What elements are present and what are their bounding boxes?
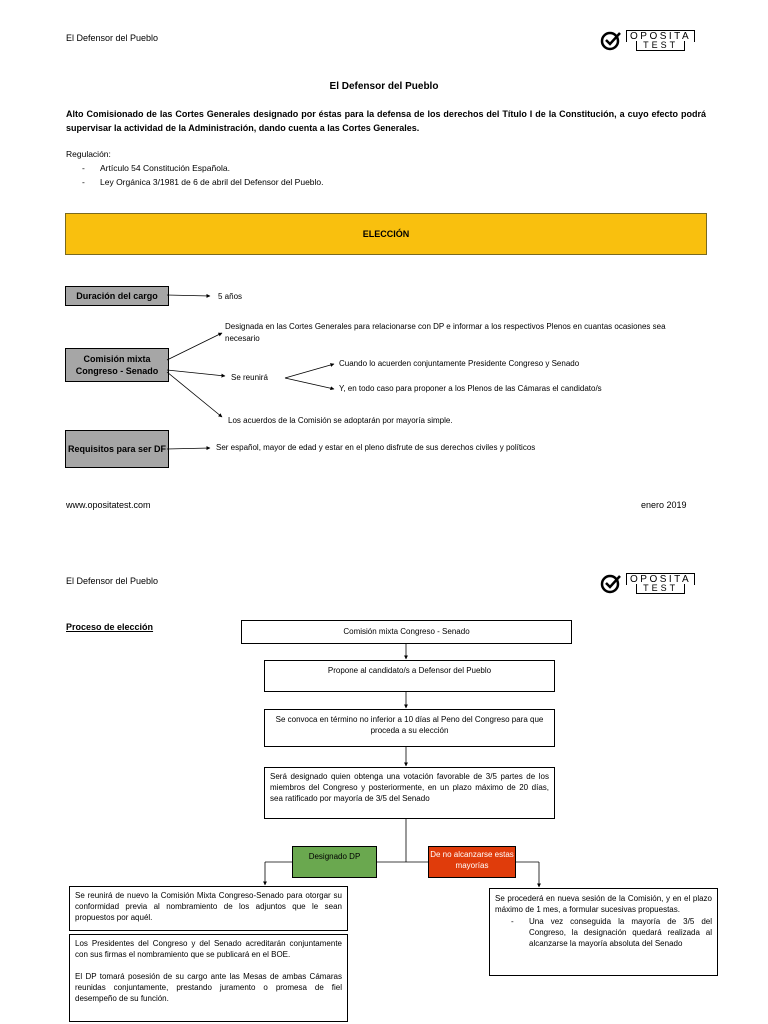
regulation-label: Regulación: <box>66 149 111 159</box>
flow-step-2: Propone al candidato/s a Defensor del Pueblo <box>264 660 555 692</box>
requirements-value: Ser español, mayor de edad y estar en el pleno disfrute de sus derechos civiles y políticos <box>216 443 536 452</box>
page1-header-title: El Defensor del Pueblo <box>66 33 159 43</box>
intro-paragraph: Alto Comisionado de las Cortes Generales designado por éstas para la defensa de los derechos del Título I de la Constitución, a cuyo efecto podrá supervisar la actividad de la Administración, dando cuenta a las Cortes Generales. <box>66 109 706 133</box>
flow-step-1: Comisión mixta Congreso - Senado <box>241 620 572 644</box>
arrow-requirements <box>167 448 210 449</box>
arrow-duration <box>167 295 210 296</box>
logo-line1: OPOSITA <box>626 573 695 585</box>
arrow-meets-when <box>285 364 334 378</box>
logo-line1: OPOSITA <box>626 30 695 42</box>
arrow-meets <box>167 370 225 376</box>
nombramiento-text: Los Presidentes del Congreso y del Senado acreditarán conjuntamente con sus firmas el nombramiento que se publicará en el BOE. <box>75 939 342 959</box>
duration-label-box: Duración del cargo <box>65 286 169 306</box>
not-reached-box: De no alcanzarse estas mayorías <box>428 846 516 878</box>
page2-header-title: El Defensor del Pueblo <box>66 576 159 586</box>
arrow-meets-propose <box>285 378 334 389</box>
commission-meets-when: Cuando lo acuerden conjuntamente Presidente Congreso y Senado <box>339 359 580 368</box>
commission-label-box: Comisión mixta Congreso - Senado <box>65 348 169 382</box>
requirements-label-box: Requisitos para ser DF <box>65 430 169 468</box>
logo-line2: TEST <box>636 41 685 51</box>
commission-meets: Se reunirá <box>231 373 268 382</box>
duration-value: 5 años <box>218 292 243 301</box>
regulation-item: - Ley Orgánica 3/1981 de 6 de abril del Defensor del Pueblo. <box>66 175 706 189</box>
arrow-agreements <box>167 372 222 417</box>
designated-dp-box: Designado DP <box>292 846 377 878</box>
posesion-text: El DP tomará posesión de su cargo ante las Mesas de ambas Cámaras reunidas conjuntamente, prestando juramento o promesa de fiel desempeño de su función. <box>75 972 342 1003</box>
arrow-designated <box>167 333 222 360</box>
eleccion-banner: ELECCIÓN <box>65 213 707 255</box>
commission-designated: Designada en las Cortes Generales para relacionarse con DP e informar a los respectivos Plenos en cuantas ocasiones sea necesario <box>225 322 666 343</box>
flow-step-4: Será designado quien obtenga una votación favorable de 3/5 partes de los miembros del Congreso y posteriormente, en un plazo máximo de 20 días, sea ratificado por mayoría de 3/5 del Senado <box>264 767 555 819</box>
regulation-item: - Artículo 54 Constitución Española. <box>66 161 706 175</box>
nueva-sesion-text: Se procederá en nueva sesión de la Comisión, y en el plazo máximo de 1 mes, a formular sucesivas propuestas. <box>495 894 712 914</box>
footer-url: www.opositatest.com <box>66 500 151 510</box>
section-title: Proceso de elección <box>66 622 154 632</box>
flow-step-3: Se convoca en término no inferior a 10 días al Peno del Congreso para que proceda a su elección <box>264 709 555 747</box>
logo-line2: TEST <box>636 584 685 594</box>
footer-date: enero 2019 <box>641 500 687 510</box>
document-title: El Defensor del Pueblo <box>329 81 439 92</box>
nueva-sesion-item: - Una vez conseguida la mayoría de 3/5 del Congreso, la designación quedará realizada al alcanzarse la mayoría absoluta del Senado <box>495 916 712 949</box>
commission-agreements: Los acuerdos de la Comisión se adoptarán por mayoría simple. <box>228 416 453 425</box>
left-box-adjuntos: Se reunirá de nuevo la Comisión Mixta Congreso-Senado para otorgar su conformidad previa al nombramiento de los adjuntos que le sean propuestos por aquél. <box>69 886 348 931</box>
commission-meets-propose: Y, en todo caso para proponer a los Plenos de las Cámaras el candidato/s <box>339 384 602 393</box>
